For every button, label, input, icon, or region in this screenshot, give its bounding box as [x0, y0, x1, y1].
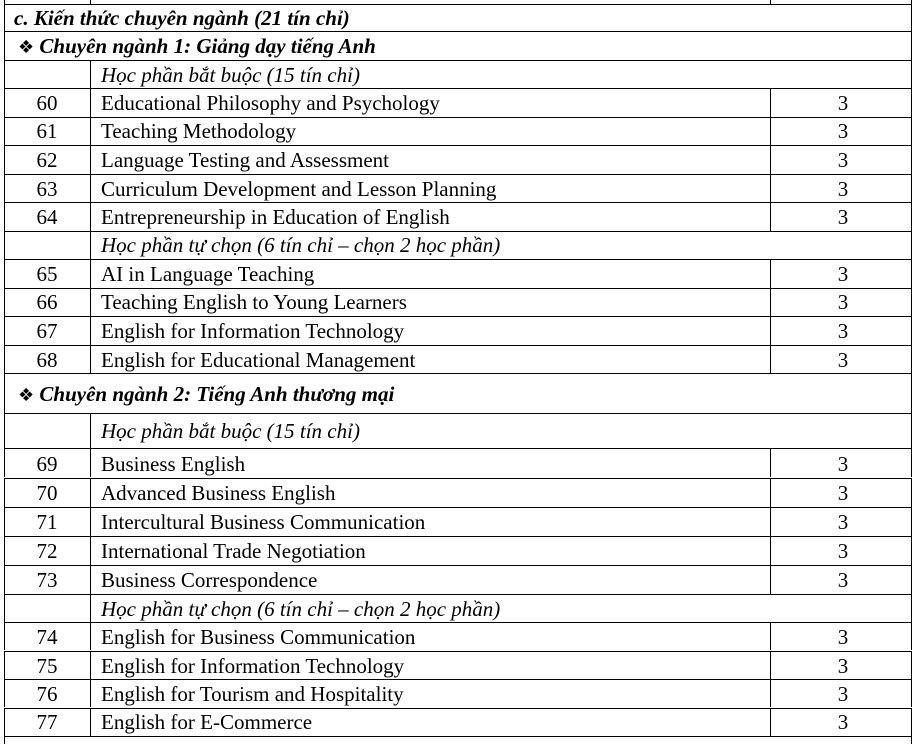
course-number: 68	[36, 348, 58, 372]
column-rule	[90, 594, 91, 622]
column-rule	[90, 565, 91, 594]
row-rule	[4, 117, 912, 118]
border-left	[4, 4, 5, 31]
row-rule	[4, 736, 912, 737]
border-left	[4, 31, 5, 60]
course-group-label: Học phần tự chọn (6 tín chỉ – chọn 2 học phần)	[101, 233, 501, 257]
row-rule	[4, 259, 912, 260]
course-credits: 3	[837, 148, 849, 172]
row-rule	[4, 565, 912, 566]
course-name: International Trade Negotiation	[101, 539, 366, 563]
course-number: 60	[36, 91, 58, 115]
course-number: 70	[36, 481, 58, 505]
row-rule	[4, 373, 912, 374]
course-name: Entrepreneurship in Education of English	[101, 205, 450, 229]
column-rule	[90, 507, 91, 536]
column-rule	[90, 60, 91, 88]
column-rule	[90, 88, 91, 117]
major-heading	[18, 36, 376, 57]
course-credits: 3	[837, 452, 849, 476]
diamond-bullet-icon: ❖	[18, 385, 35, 406]
course-number: 75	[36, 654, 58, 678]
border-right	[911, 373, 912, 413]
border-right	[911, 736, 912, 744]
course-number: 63	[36, 177, 58, 201]
row-rule	[4, 288, 912, 289]
course-name: Intercultural Business Communication	[101, 510, 426, 534]
row-rule	[4, 345, 912, 346]
course-credits: 3	[837, 348, 849, 372]
course-credits: 3	[837, 177, 849, 201]
course-credits: 3	[837, 319, 849, 343]
row-rule	[4, 594, 912, 595]
course-number: 64	[36, 205, 58, 229]
row-rule	[4, 88, 912, 89]
column-rule	[90, 622, 91, 650]
border-left	[4, 373, 5, 413]
border-right	[911, 60, 912, 88]
row-rule	[4, 448, 912, 449]
course-credits: 3	[837, 710, 849, 734]
course-number: 67	[36, 319, 58, 343]
diamond-bullet-icon: ❖	[18, 37, 35, 58]
column-rule	[90, 708, 91, 736]
border-left	[4, 594, 5, 622]
course-number: 73	[36, 568, 58, 592]
section-title: c. Kiến thức chuyên ngành (21 tín chỉ)	[14, 6, 350, 30]
course-name: English for Tourism and Hospitality	[101, 682, 404, 706]
course-credits: 3	[837, 119, 849, 143]
column-rule	[90, 651, 91, 679]
row-rule	[4, 679, 912, 680]
border-left	[4, 736, 5, 744]
column-rule	[90, 202, 91, 231]
column-rule	[90, 259, 91, 288]
column-rule	[90, 174, 91, 203]
course-name: English for Information Technology	[101, 319, 405, 343]
column-rule	[90, 448, 91, 477]
course-number: 74	[36, 625, 58, 649]
column-rule	[90, 117, 91, 146]
course-credits: 3	[837, 91, 849, 115]
row-rule	[4, 536, 912, 537]
column-rule	[90, 478, 91, 507]
course-name: English for Information Technology	[101, 654, 405, 678]
course-name: Advanced Business English	[101, 481, 336, 505]
course-group-label: Học phần bắt buộc (15 tín chỉ)	[101, 419, 360, 443]
column-rule	[90, 231, 91, 259]
course-number: 65	[36, 262, 58, 286]
course-number: 72	[36, 539, 58, 563]
course-number: 66	[36, 290, 58, 314]
course-credits: 3	[837, 205, 849, 229]
course-name: Teaching English to Young Learners	[101, 290, 407, 314]
course-number: 62	[36, 148, 58, 172]
course-name: Business Correspondence	[101, 568, 318, 592]
course-credits: 3	[837, 539, 849, 563]
row-rule	[4, 231, 912, 232]
course-number: 76	[36, 682, 58, 706]
border-right	[911, 413, 912, 448]
course-name: English for Educational Management	[101, 348, 416, 372]
border-left	[4, 60, 5, 88]
course-credits: 3	[837, 262, 849, 286]
course-credits: 3	[837, 481, 849, 505]
row-rule	[4, 478, 912, 479]
row-rule	[4, 708, 912, 709]
border-right	[911, 4, 912, 31]
course-name: English for Business Communication	[101, 625, 416, 649]
course-name: AI in Language Teaching	[101, 262, 315, 286]
course-credits: 3	[837, 654, 849, 678]
course-credits: 3	[837, 568, 849, 592]
major-title: Chuyên ngành 1: Giảng dạy tiếng Anh	[39, 34, 376, 58]
course-name: Curriculum Development and Lesson Planning	[101, 177, 497, 201]
column-rule	[90, 413, 91, 448]
column-rule	[90, 536, 91, 565]
column-rule	[90, 345, 91, 374]
course-credits: 3	[837, 625, 849, 649]
course-credits: 3	[837, 682, 849, 706]
column-rule	[90, 288, 91, 317]
border-right	[911, 31, 912, 60]
row-rule	[4, 413, 912, 414]
row-rule	[4, 145, 912, 146]
row-rule	[4, 202, 912, 203]
row-rule	[4, 60, 912, 61]
row-rule	[4, 4, 912, 5]
row-rule	[4, 316, 912, 317]
course-name: Teaching Methodology	[101, 119, 297, 143]
major-heading	[18, 384, 394, 405]
course-name: Business English	[101, 452, 246, 476]
course-name: Educational Philosophy and Psychology	[101, 91, 440, 115]
row-rule	[4, 507, 912, 508]
border-right	[911, 231, 912, 259]
course-group-label: Học phần bắt buộc (15 tín chỉ)	[101, 63, 360, 87]
border-left	[4, 231, 5, 259]
column-rule	[90, 679, 91, 707]
course-credits: 3	[837, 290, 849, 314]
border-left	[4, 413, 5, 448]
major-title: Chuyên ngành 2: Tiếng Anh thương mại	[39, 382, 395, 406]
row-rule	[4, 651, 912, 652]
row-rule	[4, 174, 912, 175]
course-number: 61	[36, 119, 58, 143]
course-credits: 3	[837, 510, 849, 534]
row-rule	[4, 622, 912, 623]
row-rule	[4, 31, 912, 32]
column-rule	[90, 145, 91, 174]
course-number: 71	[36, 510, 58, 534]
course-group-label: Học phần tự chọn (6 tín chỉ – chọn 2 học phần)	[101, 597, 501, 621]
course-name: English for E-Commerce	[101, 710, 313, 734]
course-number: 77	[36, 710, 58, 734]
border-right	[911, 594, 912, 622]
course-number: 69	[36, 452, 58, 476]
column-rule	[90, 316, 91, 345]
course-name: Language Testing and Assessment	[101, 148, 390, 172]
